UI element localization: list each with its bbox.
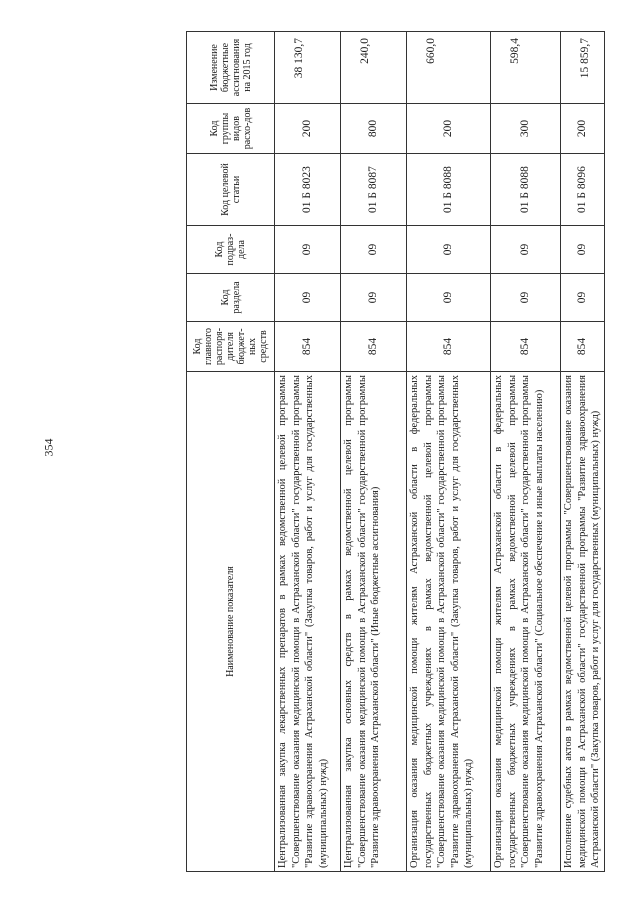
row-vr: 800 [341,104,407,154]
table-header-row [187,32,275,872]
row-grbs: 854 [275,322,341,372]
header-csr: Код целевой статьи [187,154,275,226]
row-csr: 01 Б 8087 [341,154,407,226]
row-csr: 01 Б 8088 [407,154,491,226]
row-name: Централизованная закупка основных средств в рамках ведомственной целевой программы "Совершенствование оказания медицинской помощи в Астраханской области" государственной программы "Развитие здравоохранения Астраханской области" (Иные бюджетные ассигнования) [341,372,407,872]
row-name: Организация оказания медицинской помощи жителям Астраханской области в федеральных государственных бюджетных учреждениях в рамках ведомственной целевой программы "Совершенствование оказания медицинской помощи в Астраханской области" государственной программы "Развитие здравоохранения Астраханской области" (Закупка товаров, работ и услуг для государственных (муниципальных) нужд) [407,372,491,872]
row-amount: 660,0 [407,32,491,104]
row-name: Исполнение судебных актов в рамках ведомственной целевой программы "Совершенствование оказания медицинской помощи в Астраханской области" государственной программы "Развитие здравоохранения Астраханской области" (Закупка товаров, работ и услуг для государственных (муниципальных) нужд) [561,372,605,872]
row-amount: 240,0 [341,32,407,104]
table-row [491,32,561,872]
table-row [407,32,491,872]
row-podrazdel: 09 [561,226,605,274]
table-row [275,32,341,872]
row-vr: 200 [561,104,605,154]
row-csr: 01 Б 8096 [561,154,605,226]
table-row [341,32,407,872]
row-razdel: 09 [407,274,491,322]
row-razdel: 09 [341,274,407,322]
row-amount: 15 859,7 [561,32,605,104]
row-csr: 01 Б 8023 [275,154,341,226]
row-vr: 200 [275,104,341,154]
row-vr: 300 [491,104,561,154]
row-name: Организация оказания медицинской помощи жителям Астраханской области в федеральных государственных бюджетных учреждениях в рамках ведомственной целевой программы "Совершенствование оказания медицинской помощи в Астраханской области" государственной программы "Развитие здравоохранения Астраханской области" (Социальное обеспечение и иные выплаты населению) [491,372,561,872]
row-vr: 200 [407,104,491,154]
row-razdel: 09 [275,274,341,322]
page-number: 354 [41,438,56,457]
row-amount: 598,4 [491,32,561,104]
budget-table [186,31,605,872]
header-podrazdel: Код подраз-дела [187,226,275,274]
header-name: Наименование показателя [187,372,275,872]
row-grbs: 854 [491,322,561,372]
row-amount: 38 130,7 [275,32,341,104]
row-podrazdel: 09 [275,226,341,274]
row-grbs: 854 [561,322,605,372]
rotated-page [186,32,604,872]
row-podrazdel: 09 [407,226,491,274]
row-podrazdel: 09 [341,226,407,274]
header-razdel: Код раздела [187,274,275,322]
header-amount: Изменение бюджетные ассигнования на 2015 год [187,32,275,104]
row-grbs: 854 [341,322,407,372]
row-grbs: 854 [407,322,491,372]
row-razdel: 09 [561,274,605,322]
header-vr: Код группы видов расхо-дов [187,104,275,154]
header-grbs: Код главного распоря-дителя бюджет-ных средств [187,322,275,372]
row-razdel: 09 [491,274,561,322]
row-name: Централизованная закупка лекарственных препаратов в рамках ведомственной целевой программы "Совершенствование оказания медицинской помощи в Астраханской области" государственной программы "Развитие здравоохранения Астраханской области" (Закупка товаров, работ и услуг для государственных (муниципальных) нужд) [275,372,341,872]
row-csr: 01 Б 8088 [491,154,561,226]
table-row [561,32,605,872]
row-podrazdel: 09 [491,226,561,274]
